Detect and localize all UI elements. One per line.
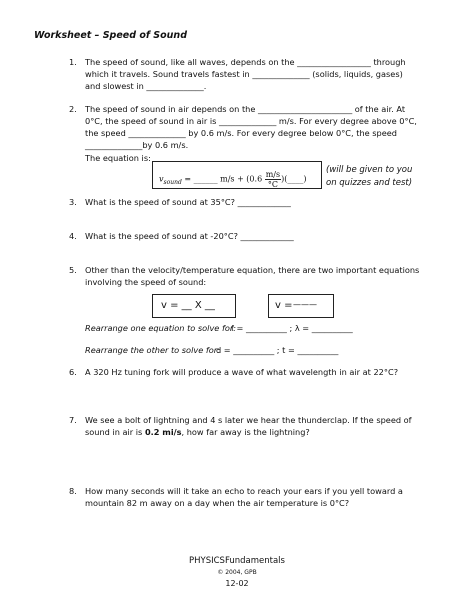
q8-line: How many seconds will it take an echo to reach your ears if you yell toward a xyxy=(85,486,403,496)
equation-middle: = ______ m/s + (0.6 xyxy=(184,174,263,184)
equation-fraction xyxy=(265,170,281,189)
q7-speed-value: 0.2 mi/s xyxy=(144,427,182,437)
q1-line: and slowest in ______________. xyxy=(85,81,207,91)
footer-brand: PHYSICSFundamentals xyxy=(189,556,285,566)
q1-line: The speed of sound, like all waves, depends on the __________________ through xyxy=(85,57,406,67)
equation-v: v xyxy=(159,174,164,184)
rearrange-answer: f = __________ ; λ = __________ xyxy=(231,323,353,333)
q2-line: The speed of sound in air depends on the _______________________ of the air. At xyxy=(85,104,406,114)
wave-equation-box xyxy=(152,294,236,318)
equation-subscript: sound xyxy=(163,179,182,187)
q5-line: involving the speed of sound: xyxy=(85,277,207,287)
q2-line: 0°C, the speed of sound in air is ______________ m/s. For every degree above 0°C, xyxy=(85,116,417,126)
q5-line: Other than the velocity/temperature equation, there are two important equations xyxy=(85,265,420,275)
q1-line: which it travels. Sound travels fastest in ______________ (solids, liquids, gases) xyxy=(85,69,403,79)
distance-equation-line: ——— xyxy=(293,300,317,309)
question-number: 2. xyxy=(69,104,77,114)
speed-equation-box xyxy=(152,161,322,189)
q2-line: the speed ______________ by 0.6 m/s. For every degree below 0°C, the speed xyxy=(85,128,398,138)
rearrange-answer: d = __________ ; t = __________ xyxy=(216,345,339,355)
fraction-denominator: °C xyxy=(267,180,278,189)
q4-text: What is the speed of sound at -20°C? _____________ xyxy=(85,231,294,241)
question-number: 4. xyxy=(69,231,77,241)
distance-equation-box xyxy=(268,294,334,318)
q7-line-post: , how far away is the lightning? xyxy=(181,427,310,437)
wave-equation: v = __ X __ xyxy=(161,300,215,311)
equation-note: on quizzes and test) xyxy=(326,178,413,188)
question-number: 6. xyxy=(69,367,77,377)
q2-line: ______________by 0.6 m/s. xyxy=(85,140,189,150)
worksheet-title: Worksheet – Speed of Sound xyxy=(34,30,187,41)
question-number: 3. xyxy=(69,197,77,207)
equation-end: )(____) xyxy=(281,174,307,184)
q6-text: A 320 Hz tuning fork will produce a wave of what wavelength in air at 22°C? xyxy=(85,367,399,377)
question-number: 5. xyxy=(69,265,77,275)
question-number: 7. xyxy=(69,415,77,425)
equation-note: (will be given to you xyxy=(326,165,413,175)
rearrange-label: Rearrange the other to solve for: xyxy=(85,345,220,355)
question-number: 8. xyxy=(69,486,77,496)
equation-label: The equation is: xyxy=(85,153,151,163)
q7-line: We see a bolt of lightning and 4 s later we hear the thunderclap. If the speed of xyxy=(85,415,412,425)
q7-line xyxy=(85,427,310,438)
speed-equation xyxy=(159,170,306,189)
q8-line: mountain 82 m away on a day when the air temperature is 0°C? xyxy=(85,498,350,508)
footer-code: 12-02 xyxy=(225,579,249,588)
q3-text: What is the speed of sound at 35°C? _____________ xyxy=(85,197,291,207)
fraction-numerator: m/s xyxy=(265,170,281,179)
q7-line-pre: sound in air is xyxy=(85,427,145,437)
rearrange-label: Rearrange one equation to solve for: xyxy=(85,323,236,333)
question-number: 1. xyxy=(69,57,77,67)
footer-copyright: © 2004, GPB xyxy=(217,569,257,576)
distance-equation-lhs: v = xyxy=(275,300,293,311)
